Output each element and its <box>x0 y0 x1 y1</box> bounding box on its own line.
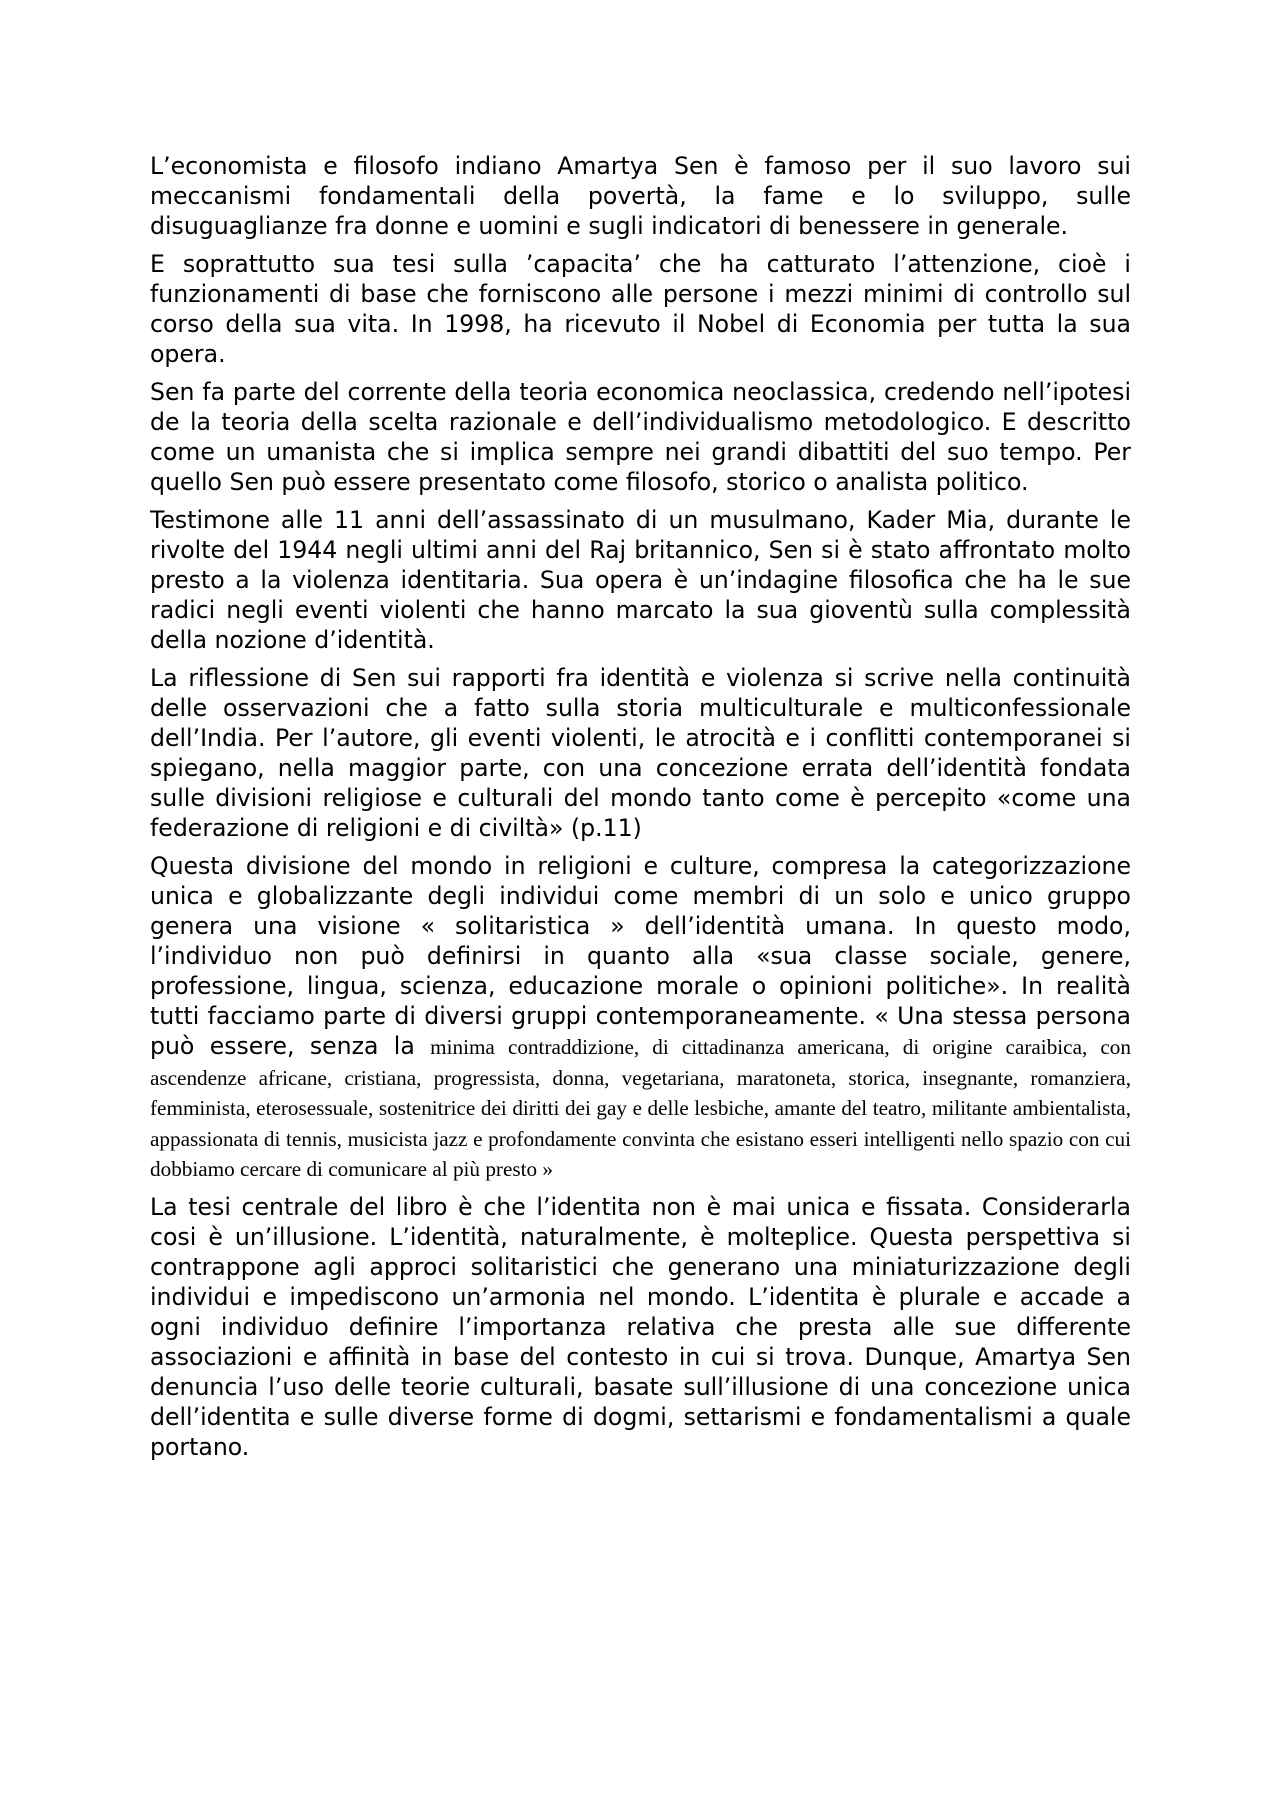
paragraph-quote <box>150 851 1131 1184</box>
paragraph-reflection: La riflessione di Sen sui rapporti fra identità e violenza si scrive nella continuità delle osservazioni che a fatto sulla storia multiculturale e multiconfessionale dell’India. Per l’autore, gli eventi violenti, le atrocità e i conflitti contemporanei si spiegano, nella maggior parte, con una concezione errata dell’identità fondata sulle divisioni religiose e culturali del mondo tanto come è percepito «come una federazione di religioni e di civiltà» (p.11) <box>150 664 1131 842</box>
quote-intro-text: Questa divisione del mondo in religioni e culture, compresa la categorizzazione unica e globalizzante degli individui come membri di un solo e unico gruppo genera una visione « solitaristica » dell’identità umana. In questo modo, l’individuo non può definirsi in quanto alla «sua classe sociale, genere, professione, lingua, scienza, educazione morale o opinioni politiche». In realità tutti facciamo parte di diversi gruppi contemporaneamente. « Una stessa persona può essere, senza la <box>150 852 1131 1060</box>
quote-citation-text: minima contraddizione, di cittadinanza americana, di origine caraibica, con ascendenze africane, cristiana, progressista, donna, vegetariana, maratoneta, storica, insegnante, romanziera, femminista, eterosessuale, sostenitrice dei diritti dei gay e delle lesbiche, amante del teatro, militante ambientalista, appassionata di tennis, musicista jazz e profondamente convinta che esistano esseri intelligenti nello spazio con cui dobbiamo cercare di comunicare al più presto » <box>150 1035 1131 1181</box>
document-page <box>150 151 1131 1462</box>
paragraph-thesis: La tesi centrale del libro è che l’identita non è mai unica e fissata. Considerarla cosi è un’illusione. L’identità, naturalmente, è molteplice. Questa perspettiva si contrappone agli approci solitaristici che generano una miniaturizzazione degli individui e impediscono un’armonia nel mondo. L’identita è plurale e accade a ogni individuo definire l’importanza relativa che presta alle sue differente associazioni e affinità in base del contesto in cui si trova. Dunque, Amartya Sen denuncia l’uso delle teorie culturali, basate sull’illusione di una concezione unica dell’identita e sulle diverse forme di dogmi, settarismi e fondamentalismi a quale portano. <box>150 1192 1131 1461</box>
paragraph-capability: E soprattutto sua tesi sulla ’capacita’ che ha catturato l’attenzione, cioè i funzionamenti di base che forniscono alle persone i mezzi minimi di controllo sul corso della sua vita. In 1998, ha ricevuto il Nobel di Economia per tutta la sua opera. <box>150 250 1131 368</box>
paragraph-witness: Testimone alle 11 anni dell’assassinato di un musulmano, Kader Mia, durante le rivolte del 1944 negli ultimi anni del Raj britannico, Sen si è stato affrontato molto presto a la violenza identitaria. Sua opera è un’indagine filosofica che ha le sue radici negli eventi violenti che hanno marcato la sua gioventù sulla complessità della nozione d’identità. <box>150 506 1131 654</box>
paragraph-neoclassical: Sen fa parte del corrente della teoria economica neoclassica, credendo nell’ipotesi de la teoria della scelta razionale e dell’individualismo metodologico. E descritto come un umanista che si implica sempre nei grandi dibattiti del suo tempo. Per quello Sen può essere presentato come filosofo, storico o analista politico. <box>150 378 1131 496</box>
paragraph-intro: L’economista e filosofo indiano Amartya Sen è famoso per il suo lavoro sui meccanismi fondamentali della povertà, la fame e lo sviluppo, sulle disuguaglianze fra donne e uomini e sugli indicatori di benessere in generale. <box>150 152 1131 240</box>
